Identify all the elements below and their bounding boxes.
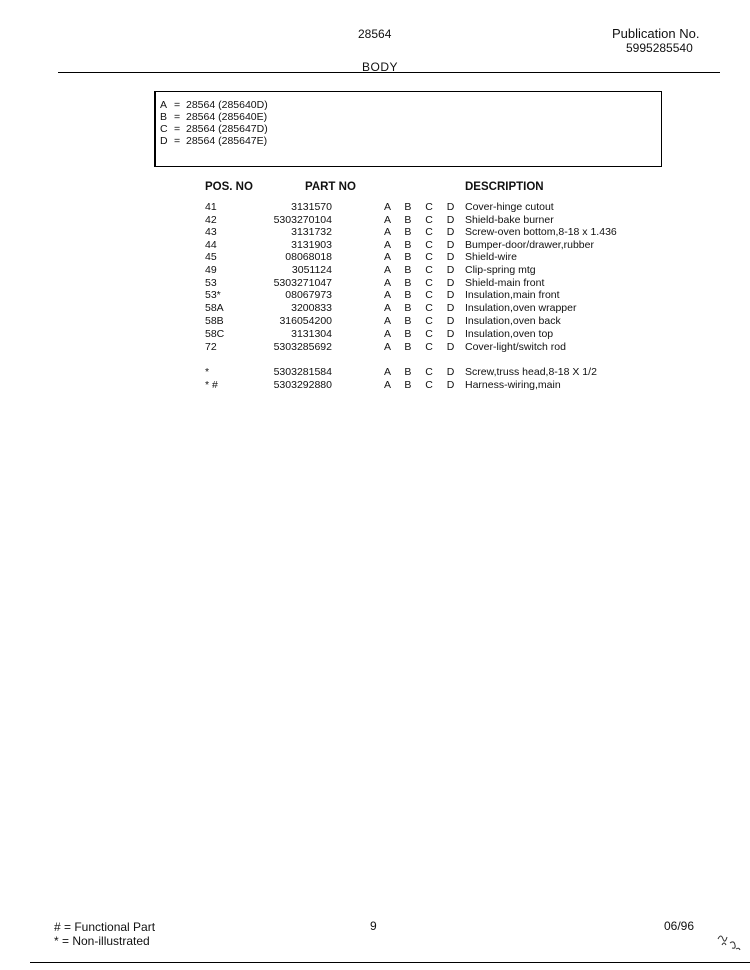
header-divider xyxy=(58,72,720,73)
part-cell: 3131570 xyxy=(291,201,332,213)
part-cell: 316054200 xyxy=(279,315,332,327)
pos-cell: 42 xyxy=(205,213,217,226)
description-cell: Bumper-door/drawer,rubber xyxy=(465,238,594,251)
table-row xyxy=(0,341,750,354)
model-letter: D xyxy=(160,135,168,147)
applies-cell: A B C D xyxy=(384,251,460,263)
description-cell: Screw-oven bottom,8-18 x 1.436 xyxy=(465,226,617,238)
pos-cell: 45 xyxy=(205,251,217,263)
part-cell: 5303285692 xyxy=(273,340,332,353)
pos-cell: * # xyxy=(205,378,218,391)
description-cell: Clip-spring mtg xyxy=(465,264,536,276)
column-header-part: PART NO xyxy=(305,181,356,193)
applies-cell: A B C D xyxy=(384,226,460,238)
table-row xyxy=(0,277,750,290)
pos-cell: 72 xyxy=(205,340,217,353)
description-cell: Shield-wire xyxy=(465,251,517,263)
pos-cell: 41 xyxy=(205,201,217,213)
model-value: 28564 (285647D) xyxy=(186,123,268,135)
table-row xyxy=(0,201,750,214)
applies-cell: A B C D xyxy=(384,302,460,314)
part-cell: 5303281584 xyxy=(273,365,332,378)
footer-divider xyxy=(30,962,750,963)
applies-cell: A B C D xyxy=(384,238,460,251)
non-illustrated-legend: * = Non-illustrated xyxy=(54,934,150,948)
pos-cell: 58B xyxy=(205,315,224,327)
model-legend-row xyxy=(160,111,267,123)
part-cell: 3131304 xyxy=(291,327,332,340)
part-cell: 3131903 xyxy=(291,238,332,251)
part-cell: 5303270104 xyxy=(273,213,332,226)
applies-cell: A B C D xyxy=(384,365,460,378)
table-row xyxy=(0,328,750,341)
pos-cell: 53* xyxy=(205,289,221,301)
table-row xyxy=(0,315,750,328)
pos-cell: 44 xyxy=(205,238,217,251)
publication-label: Publication No. xyxy=(612,26,700,41)
table-row xyxy=(0,289,750,302)
model-equals: = xyxy=(174,123,181,135)
pos-cell: 49 xyxy=(205,264,217,276)
description-cell: Cover-light/switch rod xyxy=(465,340,566,353)
applies-cell: A B C D xyxy=(384,315,460,327)
table-row xyxy=(0,251,750,264)
part-cell: 5303271047 xyxy=(273,276,332,289)
handwritten-mark xyxy=(714,925,746,955)
pos-cell: 43 xyxy=(205,226,217,238)
model-equals: = xyxy=(174,111,181,123)
model-legend-row xyxy=(160,135,267,147)
description-cell: Insulation,oven wrapper xyxy=(465,302,577,314)
description-cell: Screw,truss head,8-18 X 1/2 xyxy=(465,365,597,378)
table-row xyxy=(0,264,750,277)
description-cell: Shield-main front xyxy=(465,276,545,289)
applies-cell: A B C D xyxy=(384,327,460,340)
applies-cell: A B C D xyxy=(384,378,460,391)
functional-part-legend: # = Functional Part xyxy=(54,920,156,934)
pos-cell: * xyxy=(205,365,210,378)
pos-cell: 58C xyxy=(205,327,225,340)
model-legend-row xyxy=(160,123,268,135)
description-cell: Insulation,oven back xyxy=(465,315,561,327)
model-letter: B xyxy=(160,111,168,123)
model-value: 28564 (285640D) xyxy=(186,99,268,111)
model-legend-box xyxy=(154,91,662,167)
description-cell: Harness-wiring,main xyxy=(465,378,561,391)
part-cell: 08067973 xyxy=(285,289,332,301)
applies-cell: A B C D xyxy=(384,289,460,301)
part-cell: 3131732 xyxy=(291,226,332,238)
table-row xyxy=(0,302,750,315)
part-cell: 3051124 xyxy=(291,264,332,276)
part-cell: 5303292880 xyxy=(273,378,332,391)
description-cell: Shield-bake burner xyxy=(465,213,554,226)
description-cell: Insulation,oven top xyxy=(465,327,554,340)
model-legend-row xyxy=(160,99,268,111)
table-row xyxy=(0,379,750,392)
pos-cell: 58A xyxy=(205,302,224,314)
description-cell: Insulation,main front xyxy=(465,289,560,301)
model-letter: C xyxy=(160,123,168,135)
section-title: BODY xyxy=(362,60,399,74)
publication-date: 06/96 xyxy=(664,919,695,933)
model-letter: A xyxy=(160,99,168,111)
model-equals: = xyxy=(174,135,181,147)
column-header-pos: POS. NO xyxy=(205,181,253,193)
model-number: 28564 xyxy=(358,27,392,41)
pos-cell: 53 xyxy=(205,276,217,289)
table-row xyxy=(0,239,750,252)
table-row xyxy=(0,226,750,239)
model-value: 28564 (285647E) xyxy=(186,135,268,147)
applies-cell: A B C D xyxy=(384,264,460,276)
model-value: 28564 (285640E) xyxy=(186,111,268,123)
description-cell: Cover-hinge cutout xyxy=(465,201,554,213)
page-number: 9 xyxy=(370,919,377,933)
publication-number: 5995285540 xyxy=(626,41,693,55)
applies-cell: A B C D xyxy=(384,276,460,289)
model-equals: = xyxy=(174,99,181,111)
part-cell: 08068018 xyxy=(285,251,332,263)
applies-cell: A B C D xyxy=(384,213,460,226)
applies-cell: A B C D xyxy=(384,340,460,353)
part-cell: 3200833 xyxy=(291,302,332,314)
applies-cell: A B C D xyxy=(384,201,460,213)
column-header-description: DESCRIPTION xyxy=(465,181,544,193)
table-row xyxy=(0,214,750,227)
table-row xyxy=(0,366,750,379)
